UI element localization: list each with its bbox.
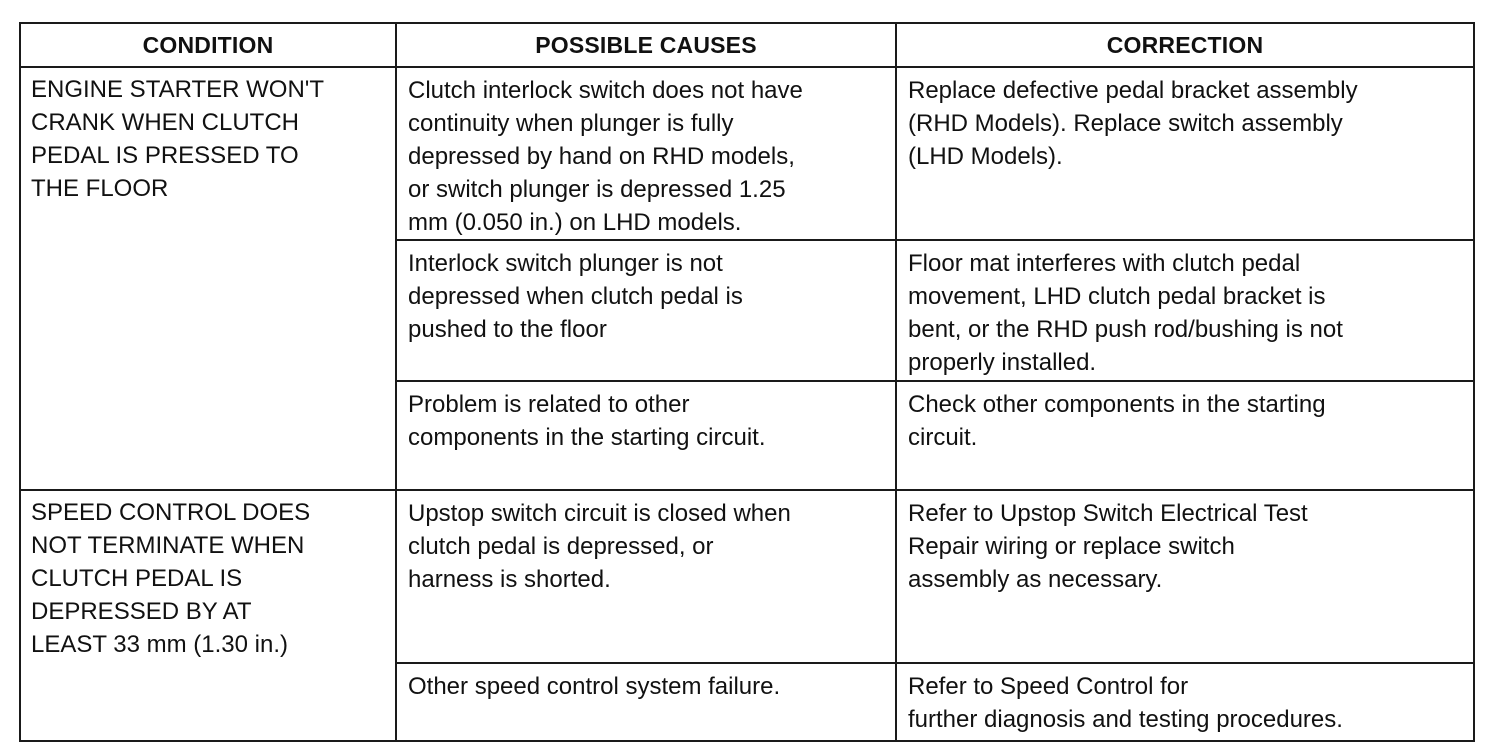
correction-text: Refer to Speed Control for further diagnosis and testing procedures.	[908, 673, 1343, 733]
cause-cell	[396, 663, 896, 741]
correction-cell	[896, 663, 1474, 741]
cause-text: Other speed control system failure.	[408, 673, 781, 700]
cause-text: Problem is related to other components in the starting circuit.	[408, 391, 766, 451]
table-row	[20, 67, 1474, 240]
correction-text: Floor mat interferes with clutch pedal movement, LHD clutch pedal bracket is bent, or the RHD push rod/bushing is not properly installed.	[908, 250, 1343, 376]
header-condition: CONDITION	[20, 23, 396, 67]
cause-cell	[396, 490, 896, 663]
condition-text: ENGINE STARTER WON'T CRANK WHEN CLUTCH PEDAL IS PRESSED TO THE FLOOR	[31, 76, 325, 202]
correction-cell	[896, 240, 1474, 381]
condition-cell	[20, 67, 396, 490]
cause-text: Interlock switch plunger is not depressed when clutch pedal is pushed to the floor	[408, 250, 743, 343]
condition-cell	[20, 490, 396, 741]
table-row	[20, 490, 1474, 663]
header-possible-causes: POSSIBLE CAUSES	[396, 23, 896, 67]
header-correction: CORRECTION	[896, 23, 1474, 67]
correction-text: Check other components in the starting circuit.	[908, 391, 1326, 451]
cause-cell	[396, 240, 896, 381]
header-row	[20, 23, 1474, 67]
cause-text: Clutch interlock switch does not have continuity when plunger is fully depressed by hand on RHD models, or switch plunger is depressed 1.25 mm (0.050 in.) on LHD models.	[408, 77, 803, 236]
correction-cell	[896, 67, 1474, 240]
cause-cell	[396, 67, 896, 240]
cause-cell	[396, 381, 896, 490]
correction-text: Replace defective pedal bracket assembly (RHD Models). Replace switch assembly (LHD Models).	[908, 77, 1358, 170]
cause-text: Upstop switch circuit is closed when clutch pedal is depressed, or harness is shorted.	[408, 500, 791, 593]
correction-cell	[896, 490, 1474, 663]
diagnosis-table	[19, 22, 1475, 742]
correction-cell	[896, 381, 1474, 490]
correction-text: Refer to Upstop Switch Electrical Test Repair wiring or replace switch assembly as necessary.	[908, 500, 1308, 593]
condition-text: SPEED CONTROL DOES NOT TERMINATE WHEN CLUTCH PEDAL IS DEPRESSED BY AT LEAST 33 mm (1.30 in.)	[31, 499, 311, 658]
